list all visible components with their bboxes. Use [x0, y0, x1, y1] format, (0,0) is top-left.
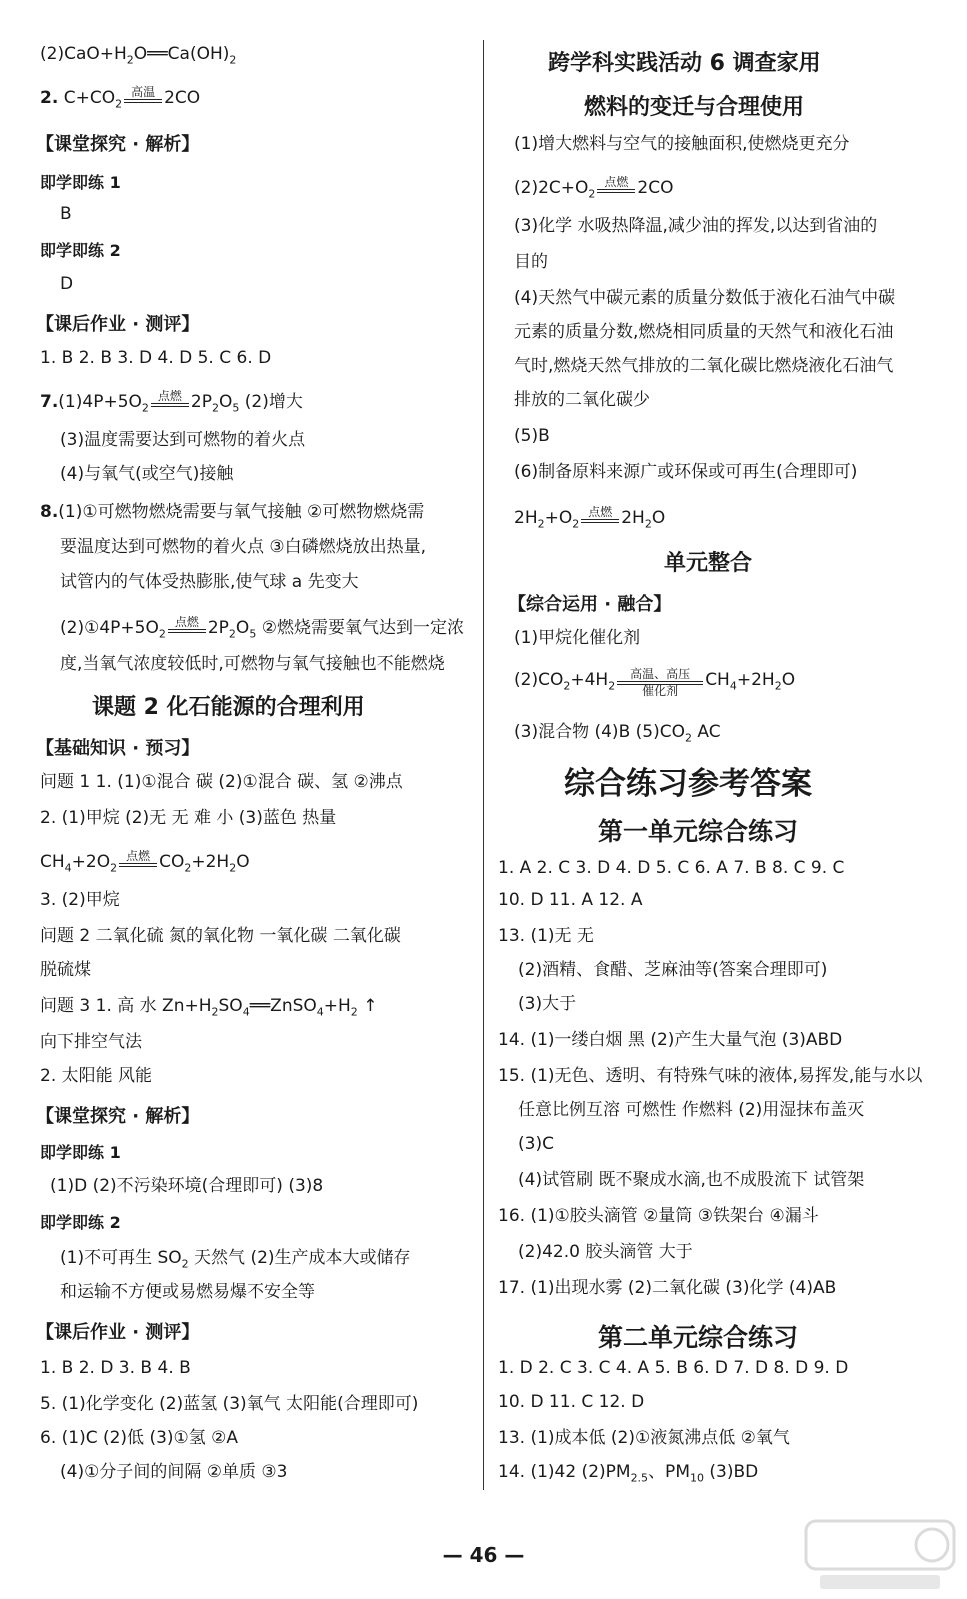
answer-line: 16. (1)①胶头滴管 ②量筒 ③铁架台 ④漏斗 [498, 1206, 819, 1226]
answer-line: (3)温度需要达到可燃物的着火点 [60, 430, 306, 450]
answer-line: $(2)2C+O_2$ 点燃 2CO [514, 175, 674, 201]
watermark-logo [800, 1515, 960, 1595]
answer-line: 3. (2)甲烷 [40, 890, 120, 910]
section-heading: 【课后作业 · 测评】 [36, 1322, 200, 1343]
answer-line: (3)C [518, 1134, 554, 1154]
answer-line: 10. D 11. A 12. A [498, 890, 643, 910]
answer-line: $CH_4+2O_2$ 点燃 $CO_2+2H_2O$ [40, 849, 250, 875]
answer-line: 5. (1)化学变化 (2)蓝氢 (3)氧气 太阳能(合理即可) [40, 1394, 419, 1414]
answer-line: 14. (1)一缕白烟 黑 (2)产生大量气泡 (3)ABD [498, 1030, 843, 1050]
answer-line: (3)混合物 (4)B $(5)CO_2$ AC [514, 722, 721, 745]
answer-line: 1. B 2. B 3. D 4. D 5. C 6. D [40, 348, 272, 368]
answer-line: 问题 1 1. (1)①混合 碳 (2)①混合 碳、氢 ②沸点 [40, 772, 403, 792]
answer-line: (4)①分子间的间隔 ②单质 ③3 [60, 1462, 288, 1482]
subheading: 即学即练 2 [40, 241, 121, 260]
answer-line: 2. 太阳能 风能 [40, 1066, 153, 1086]
answer-line: 问题 2 二氧化硫 氮的氧化物 一氧化碳 二氧化碳 [40, 926, 401, 946]
section-heading: 【综合运用 · 融合】 [508, 594, 672, 615]
column-divider [483, 40, 484, 1490]
answer-line: 任意比例互溶 可燃性 作燃料 (2)用湿抹布盖灭 [518, 1100, 865, 1120]
answer-line: 17. (1)出现水雾 (2)二氧化碳 (3)化学 (4)AB [498, 1278, 837, 1298]
section-heading: 【课堂探究 · 解析】 [36, 1106, 200, 1127]
answer-line: 排放的二氧化碳少 [514, 390, 650, 410]
answer-line: 气时,燃烧天然气排放的二氧化碳比燃烧液化石油气 [514, 356, 894, 376]
answer-line: B [60, 204, 72, 224]
answer-line: 和运输不方便或易燃易爆不安全等 [60, 1282, 315, 1302]
answer-line: (1)不可再生 $SO_2$ 天然气 (2)生产成本大或储存 [60, 1248, 411, 1271]
answer-line: 试管内的气体受热膨胀,使气球 a 先变大 [60, 572, 359, 592]
answer-line: 2. $C+CO_2$ 高温 2CO [40, 85, 201, 111]
answer-line: (1)D (2)不污染环境(合理即可) (3)8 [50, 1176, 324, 1196]
answer-line: D [60, 274, 74, 294]
answer-line: 脱硫煤 [40, 960, 91, 980]
answer-line: 1. B 2. D 3. B 4. B [40, 1358, 191, 1378]
answer-line: (4)试管刷 既不聚成水滴,也不成股流下 试管架 [518, 1170, 865, 1190]
answer-line: 10. D 11. C 12. D [498, 1392, 645, 1412]
lesson-title: 课题 2 化石能源的合理利用 [92, 695, 365, 720]
unit-title: 第一单元综合练习 [598, 817, 799, 846]
answer-line: $(2)①4P+5O_2$ 点燃 $2P_2O_5$ ②燃烧需要氧气达到一定浓 [60, 615, 464, 641]
answer-line: (3)大于 [518, 994, 577, 1014]
answer-line: 15. (1)无色、透明、有特殊气味的液体,易挥发,能与水以 [498, 1066, 923, 1086]
answer-line: (2)42.0 胶头滴管 大于 [518, 1242, 693, 1262]
section-heading: 【课堂探究 · 解析】 [36, 134, 200, 155]
answer-line: (2)酒精、食醋、芝麻油等(答案合理即可) [518, 960, 828, 980]
section-heading: 【课后作业 · 测评】 [36, 314, 200, 335]
answer-line: 1. D 2. C 3. C 4. A 5. B 6. D 7. D 8. D 9. D [498, 1358, 849, 1378]
answer-line: (1)甲烷化催化剂 [514, 628, 641, 648]
page-number: — 46 — [442, 1543, 525, 1567]
answer-line: 向下排空气法 [40, 1032, 142, 1052]
answer-line: 13. (1)无 无 [498, 926, 594, 946]
answer-line: (6)制备原料来源广或环保或可再生(合理即可) [514, 462, 858, 482]
answer-line: 目的 [514, 252, 548, 272]
activity-title: 燃料的变迁与合理使用 [584, 95, 805, 120]
answer-line: 2. (1)甲烷 (2)无 无 难 小 (3)蓝色 热量 [40, 808, 337, 828]
answer-line: (4)与氧气(或空气)接触 [60, 464, 234, 484]
answer-line: $(2)CO_2+4H_2$ 高温、高压 催化剂 $CH_4+2H_2O$ [514, 667, 796, 699]
answer-line: $7.(1)4P+5O_2$ 点燃 $2P_2O_5$ (2)增大 [40, 389, 303, 415]
main-heading: 综合练习参考答案 [564, 766, 812, 802]
answer-line: 问题 3 1. 高 水 $Zn+H_2SO_4══ZnSO_4+H_2$ ↑ [40, 996, 378, 1019]
answer-line: $(2)CaO+H_2O══Ca(OH)_2$ [40, 44, 237, 67]
section-heading: 【基础知识 · 预习】 [36, 738, 200, 759]
answer-line: 14. (1)42 $(2)PM_{2.5}$、$PM_{10}$ (3)BD [498, 1462, 759, 1485]
answer-line: 元素的质量分数,燃烧相同质量的天然气和液化石油 [514, 322, 894, 342]
subheading: 即学即练 1 [40, 1143, 121, 1162]
subheading: 即学即练 2 [40, 1213, 121, 1232]
answer-line: 要温度达到可燃物的着火点 ③白磷燃烧放出热量, [60, 537, 427, 557]
answer-line: $2H_2+O_2$ 点燃 $2H_2O$ [514, 505, 666, 531]
answer-line: 13. (1)成本低 (2)①液氮沸点低 ②氧气 [498, 1428, 790, 1448]
answer-line: (5)B [514, 426, 550, 446]
answer-line: (4)天然气中碳元素的质量分数低于液化石油气中碳 [514, 288, 896, 308]
answer-line: 8.(1)①可燃物燃烧需要与氧气接触 ②可燃物燃烧需 [40, 502, 425, 522]
subheading: 即学即练 1 [40, 173, 121, 192]
answer-line: (3)化学 水吸热降温,减少油的挥发,以达到省油的 [514, 216, 878, 236]
answer-line: 1. A 2. C 3. D 4. D 5. C 6. A 7. B 8. C 9. C [498, 858, 845, 878]
unit-title: 第二单元综合练习 [598, 1323, 799, 1352]
answer-line: (1)增大燃料与空气的接触面积,使燃烧更充分 [514, 134, 850, 154]
unit-title: 单元整合 [664, 551, 753, 576]
answer-line: 度,当氧气浓度较低时,可燃物与氧气接触也不能燃烧 [60, 654, 445, 674]
activity-title: 跨学科实践活动 6 调查家用 [548, 51, 821, 76]
answer-line: 6. (1)C (2)低 (3)①氢 ②A [40, 1428, 239, 1448]
